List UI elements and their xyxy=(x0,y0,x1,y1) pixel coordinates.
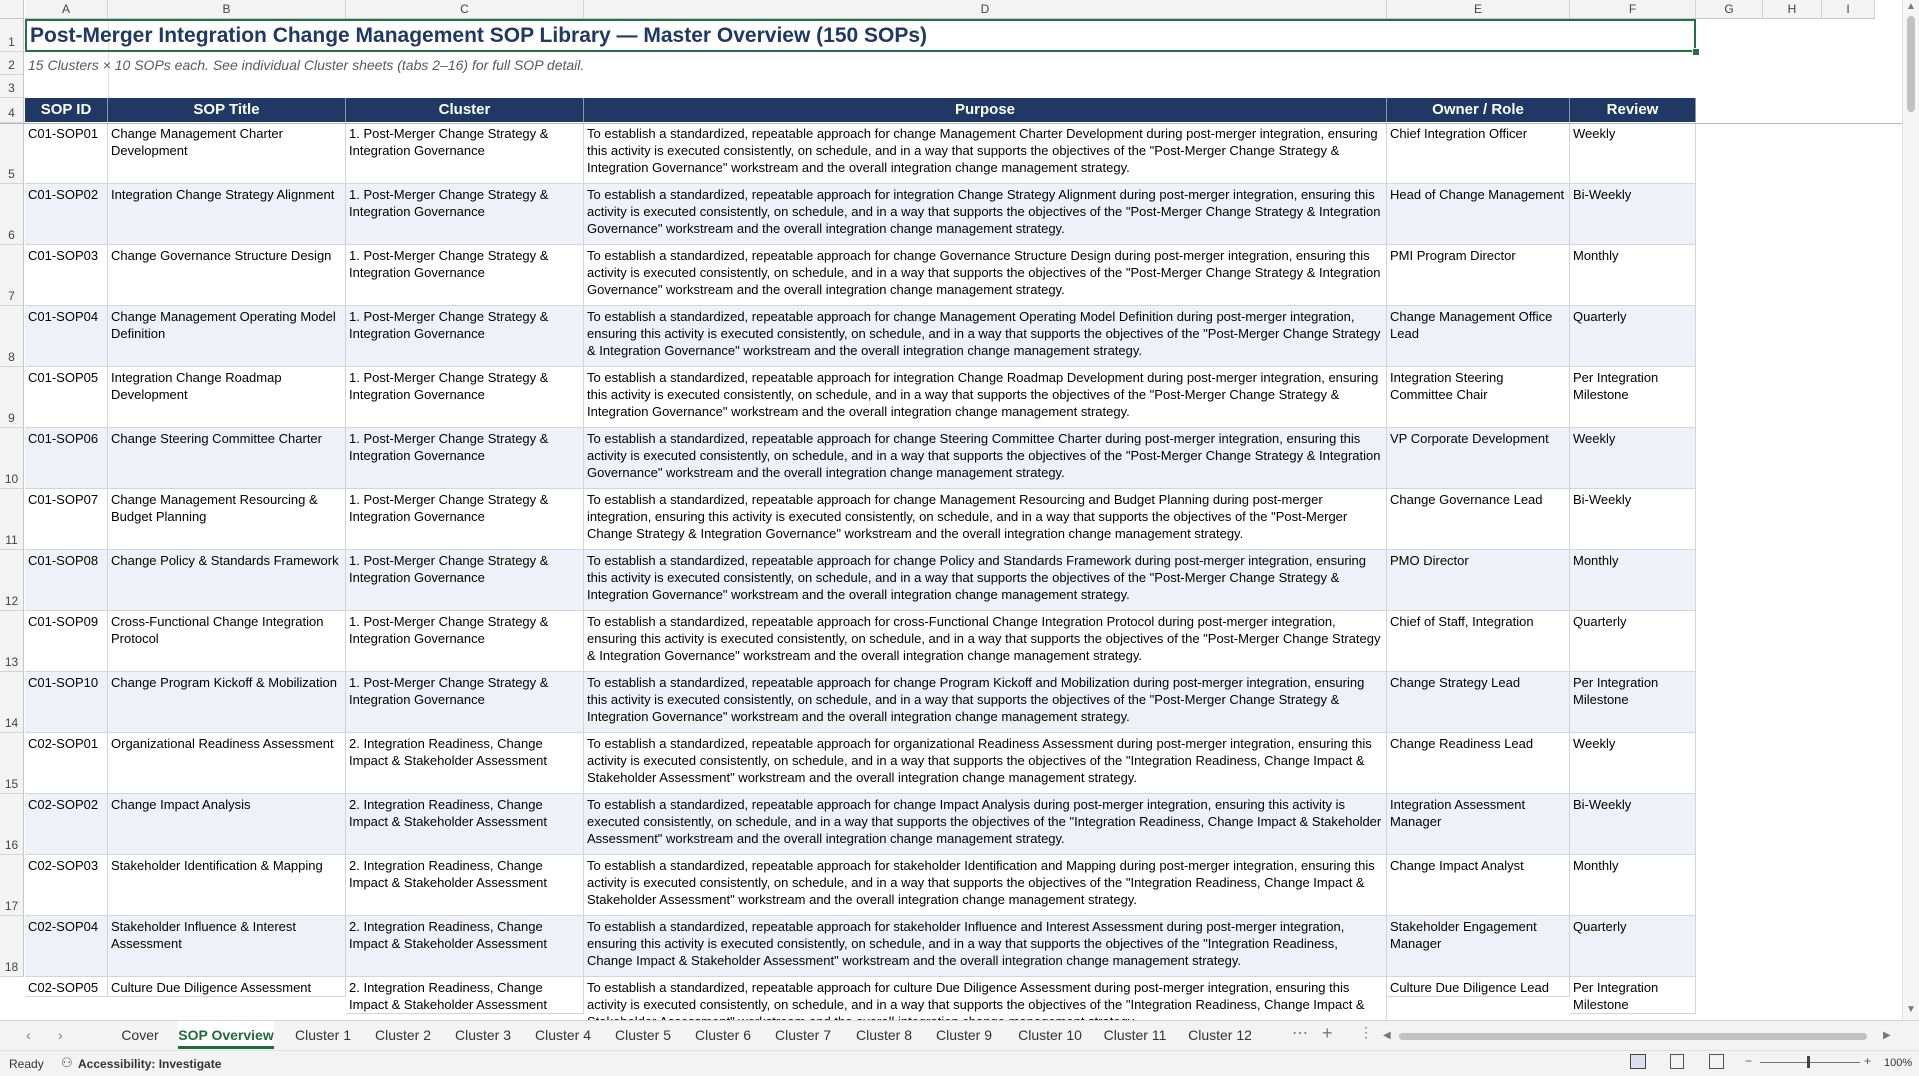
sheet-tab-bar xyxy=(0,1020,1919,1051)
owner-cell[interactable]: Head of Change Management xyxy=(1387,184,1570,245)
sheet-tab[interactable]: Cluster 1 xyxy=(294,1027,352,1043)
review-cell[interactable]: Monthly xyxy=(1570,550,1696,611)
sop-id-cell[interactable]: C01-SOP03 xyxy=(25,245,108,306)
cluster-cell[interactable]: 1. Post-Merger Change Strategy & Integration Governance xyxy=(346,367,584,428)
sop-title-cell[interactable]: Change Management Resourcing & Budget Planning xyxy=(108,489,346,550)
header-purpose[interactable]: Purpose xyxy=(584,98,1387,122)
cluster-cell[interactable]: 1. Post-Merger Change Strategy & Integration Governance xyxy=(346,428,584,489)
purpose-cell[interactable]: To establish a standardized, repeatable approach for change Policy and Standards Framework during post-merger integration, ensuring this activity is executed consistently, on schedule, and in a way that supports the objectives of the "Post-Merger Change Strategy & Integration Governance" workstream and the overall integration change management strategy. xyxy=(584,550,1387,611)
column-header[interactable]: D xyxy=(584,0,1387,19)
sop-title-cell[interactable]: Change Policy & Standards Framework xyxy=(108,550,346,611)
row-header[interactable]: 10 xyxy=(0,428,24,489)
row-header[interactable]: 12 xyxy=(0,550,24,611)
column-header[interactable]: G xyxy=(1696,0,1763,19)
row-header[interactable]: 5 xyxy=(0,123,24,184)
scroll-down-icon[interactable]: ▼ xyxy=(1906,1004,1916,1015)
purpose-cell[interactable]: To establish a standardized, repeatable approach for change Steering Committee Charter during post-merger integration, ensuring this activity is executed consistently, on schedule, and in a way that supports the objectives of the "Post-Merger Change Strategy & Integration Governance" workstream and the overall integration change management strategy. xyxy=(584,428,1387,489)
tab-options-icon[interactable]: ⋮ xyxy=(1359,1024,1373,1040)
owner-cell[interactable]: Change Management Office Lead xyxy=(1387,306,1570,367)
cluster-cell[interactable]: 1. Post-Merger Change Strategy & Integration Governance xyxy=(346,306,584,367)
review-cell[interactable]: Quarterly xyxy=(1570,916,1696,977)
accessibility-icon[interactable]: ⚇ xyxy=(61,1055,73,1070)
column-header[interactable]: E xyxy=(1387,0,1570,19)
sop-id-cell[interactable]: C02-SOP04 xyxy=(25,916,108,977)
owner-cell[interactable]: Culture Due Diligence Lead xyxy=(1387,977,1570,997)
column-header[interactable]: I xyxy=(1822,0,1875,19)
header-review[interactable]: Review xyxy=(1570,98,1696,122)
scroll-left-icon[interactable]: ◀ xyxy=(1383,1030,1391,1041)
cluster-cell[interactable]: 1. Post-Merger Change Strategy & Integration Governance xyxy=(346,550,584,611)
owner-cell[interactable]: Change Readiness Lead xyxy=(1387,733,1570,794)
sop-title-cell[interactable]: Integration Change Roadmap Development xyxy=(108,367,346,428)
review-cell[interactable]: Quarterly xyxy=(1570,611,1696,672)
review-cell[interactable]: Per Integration Milestone xyxy=(1570,977,1696,1014)
sheet-tab[interactable]: Cluster 8 xyxy=(855,1027,913,1043)
cluster-cell[interactable]: 1. Post-Merger Change Strategy & Integration Governance xyxy=(346,672,584,733)
cluster-cell[interactable]: 2. Integration Readiness, Change Impact & Stakeholder Assessment xyxy=(346,977,584,1014)
vertical-scrollbar[interactable] xyxy=(1902,0,1919,1020)
sop-title-cell[interactable]: Change Steering Committee Charter xyxy=(108,428,346,489)
cluster-cell[interactable]: 2. Integration Readiness, Change Impact & Stakeholder Assessment xyxy=(346,916,584,977)
sheet-tab[interactable]: Cluster 10 xyxy=(1018,1027,1082,1043)
cluster-cell[interactable]: 1. Post-Merger Change Strategy & Integration Governance xyxy=(346,611,584,672)
row-header[interactable]: 16 xyxy=(0,794,24,855)
sheet-tab[interactable]: Cluster 7 xyxy=(774,1027,832,1043)
owner-cell[interactable]: Change Impact Analyst xyxy=(1387,855,1570,916)
owner-cell[interactable]: Chief Integration Officer xyxy=(1387,123,1570,184)
cluster-cell[interactable]: 1. Post-Merger Change Strategy & Integration Governance xyxy=(346,184,584,245)
horizontal-scroll-thumb[interactable] xyxy=(1399,1033,1867,1040)
owner-cell[interactable]: Stakeholder Engagement Manager xyxy=(1387,916,1570,977)
owner-cell[interactable]: PMO Director xyxy=(1387,550,1570,611)
row-header[interactable]: 11 xyxy=(0,489,24,550)
normal-view-icon[interactable] xyxy=(1630,1054,1646,1069)
fill-handle[interactable] xyxy=(1692,48,1700,56)
owner-cell[interactable]: VP Corporate Development xyxy=(1387,428,1570,489)
row-header[interactable]: 8 xyxy=(0,306,24,367)
column-header[interactable]: C xyxy=(346,0,584,19)
row-header[interactable]: 2 xyxy=(0,52,24,75)
sop-id-cell[interactable]: C01-SOP05 xyxy=(25,367,108,428)
zoom-out-icon[interactable]: − xyxy=(1745,1054,1753,1068)
tab-scroll-left-icon[interactable]: ‹ xyxy=(26,1027,31,1043)
cluster-cell[interactable]: 2. Integration Readiness, Change Impact & Stakeholder Assessment xyxy=(346,794,584,855)
owner-cell[interactable]: Change Governance Lead xyxy=(1387,489,1570,550)
sop-title-cell[interactable]: Cross-Functional Change Integration Protocol xyxy=(108,611,346,672)
sheet-tab[interactable]: Cluster 5 xyxy=(614,1027,672,1043)
column-header[interactable]: F xyxy=(1570,0,1696,19)
purpose-cell[interactable]: To establish a standardized, repeatable approach for organizational Readiness Assessment during post-merger integration, ensuring this activity is executed consistently, on schedule, and in a way that supports the objectives of the "Integration Readiness, Change Impact & Stakeholder Assessment" workstream and the overall integration change management strategy. xyxy=(584,733,1387,794)
header-cluster[interactable]: Cluster xyxy=(346,98,584,122)
sheet-tab[interactable]: Cluster 9 xyxy=(935,1027,993,1043)
page-subtitle[interactable]: 15 Clusters × 10 SOPs each. See individual Cluster sheets (tabs 2–16) for full SOP detail. xyxy=(28,57,585,73)
sop-id-cell[interactable]: C02-SOP01 xyxy=(25,733,108,794)
zoom-in-icon[interactable]: + xyxy=(1864,1054,1872,1068)
scroll-right-icon[interactable]: ▶ xyxy=(1883,1030,1891,1041)
owner-cell[interactable]: Integration Assessment Manager xyxy=(1387,794,1570,855)
header-sop-id[interactable]: SOP ID xyxy=(25,98,108,122)
sop-id-cell[interactable]: C02-SOP02 xyxy=(25,794,108,855)
more-tabs-icon[interactable]: ⋯ xyxy=(1292,1025,1308,1042)
cluster-cell[interactable]: 1. Post-Merger Change Strategy & Integration Governance xyxy=(346,245,584,306)
sop-id-cell[interactable]: C01-SOP09 xyxy=(25,611,108,672)
column-header[interactable]: A xyxy=(25,0,108,19)
sheet-tab[interactable]: Cluster 3 xyxy=(454,1027,512,1043)
review-cell[interactable]: Weekly xyxy=(1570,123,1696,184)
sheet-tab[interactable]: SOP Overview xyxy=(178,1021,274,1049)
purpose-cell[interactable]: To establish a standardized, repeatable approach for stakeholder Identification and Mapping during post-merger integration, ensuring this activity is executed consistently, on schedule, and in a way that supports the objectives of the "Integration Readiness, Change Impact & Stakeholder Assessment" workstream and the overall integration change management strategy. xyxy=(584,855,1387,916)
sop-title-cell[interactable]: Integration Change Strategy Alignment xyxy=(108,184,346,245)
row-header[interactable]: 17 xyxy=(0,855,24,916)
tab-scroll-right-icon[interactable]: › xyxy=(58,1027,63,1043)
review-cell[interactable]: Monthly xyxy=(1570,245,1696,306)
cluster-cell[interactable]: 1. Post-Merger Change Strategy & Integration Governance xyxy=(346,489,584,550)
sheet-tab[interactable]: Cluster 6 xyxy=(694,1027,752,1043)
purpose-cell[interactable]: To establish a standardized, repeatable approach for culture Due Diligence Assessment during post-merger integration, ensuring this activity is executed consistently, on schedule, and in a way that supports the objectives of the "Integration Readiness, Change Impact & xyxy=(584,977,1387,1031)
sop-title-cell[interactable]: Organizational Readiness Assessment xyxy=(108,733,346,794)
review-cell[interactable]: Bi-Weekly xyxy=(1570,184,1696,245)
sop-title-cell[interactable]: Change Governance Structure Design xyxy=(108,245,346,306)
header-owner-role[interactable]: Owner / Role xyxy=(1387,98,1570,122)
accessibility-status[interactable]: Accessibility: Investigate xyxy=(78,1057,222,1071)
sop-id-cell[interactable]: C01-SOP06 xyxy=(25,428,108,489)
status-bar xyxy=(0,1050,1919,1076)
row-header[interactable]: 3 xyxy=(0,75,24,98)
page-layout-icon[interactable] xyxy=(1670,1054,1684,1069)
page-title[interactable]: Post-Merger Integration Change Management SOP Library — Master Overview (150 SOPs) xyxy=(25,19,1696,52)
owner-cell[interactable]: Change Strategy Lead xyxy=(1387,672,1570,733)
purpose-cell[interactable]: To establish a standardized, repeatable approach for change Impact Analysis during post-merger integration, ensuring this activity is executed consistently, on schedule, and in a way that supports the objectives of the "Integration Readiness, Change Impact & Stakeholder Assessment" workstream and the overall integration change management strategy. xyxy=(584,794,1387,855)
sheet-tab[interactable]: Cluster 11 xyxy=(1103,1027,1167,1043)
scroll-up-icon[interactable]: ▲ xyxy=(1906,1,1916,12)
purpose-cell[interactable]: To establish a standardized, repeatable approach for integration Change Roadmap Development during post-merger integration, ensuring this activity is executed consistently, on schedule, and in a way that supports the objectives of the "Post-Merger Change Strategy & Integration Governance" workstream and the overall integration change management strategy. xyxy=(584,367,1387,428)
review-cell[interactable]: Monthly xyxy=(1570,855,1696,916)
sop-id-cell[interactable]: C01-SOP08 xyxy=(25,550,108,611)
purpose-cell[interactable]: To establish a standardized, repeatable approach for change Management Operating Model Definition during post-merger integration, ensuring this activity is executed consistently, on schedule, and in a way that supports the objectives of the "Post-Merger Change Strategy & Integration Governance" workstream and the overall integration change management strategy. xyxy=(584,306,1387,367)
review-cell[interactable]: Quarterly xyxy=(1570,306,1696,367)
sop-id-cell[interactable]: C02-SOP03 xyxy=(25,855,108,916)
owner-cell[interactable]: PMI Program Director xyxy=(1387,245,1570,306)
sheet-tab[interactable]: Cover xyxy=(121,1027,159,1043)
sop-title-cell[interactable]: Stakeholder Influence & Interest Assessment xyxy=(108,916,346,977)
vertical-scroll-thumb[interactable] xyxy=(1907,16,1915,112)
sop-title-cell[interactable]: Change Management Charter Development xyxy=(108,123,346,184)
sop-title-cell[interactable]: Culture Due Diligence Assessment xyxy=(108,977,346,997)
row-header[interactable]: 13 xyxy=(0,611,24,672)
sop-id-cell[interactable]: C02-SOP05 xyxy=(25,977,108,997)
review-cell[interactable]: Bi-Weekly xyxy=(1570,794,1696,855)
review-cell[interactable]: Per Integration Milestone xyxy=(1570,367,1696,428)
sop-id-cell[interactable]: C01-SOP01 xyxy=(25,123,108,184)
page-break-icon[interactable] xyxy=(1709,1054,1724,1069)
row-header[interactable]: 14 xyxy=(0,672,24,733)
header-sop-title[interactable]: SOP Title xyxy=(108,98,346,122)
row-header[interactable]: 15 xyxy=(0,733,24,794)
zoom-level[interactable]: 100% xyxy=(1884,1057,1913,1069)
ready-status: Ready xyxy=(9,1057,44,1071)
review-cell[interactable]: Weekly xyxy=(1570,428,1696,489)
freeze-pane-line xyxy=(0,123,1903,124)
row-header[interactable]: 7 xyxy=(0,245,24,306)
sheet-tab[interactable]: Cluster 4 xyxy=(534,1027,592,1043)
cluster-cell[interactable]: 2. Integration Readiness, Change Impact & Stakeholder Assessment xyxy=(346,733,584,794)
purpose-cell[interactable]: To establish a standardized, repeatable approach for change Management Resourcing and Budget Planning during post-merger integration, ensuring this activity is executed consistently, on schedule, and in a way that supports the objectives of the "Post-Merger Change Strategy & Integration Governance" workstream and the overall integration change management strategy. xyxy=(584,489,1387,550)
sop-title-cell[interactable]: Stakeholder Identification & Mapping xyxy=(108,855,346,916)
column-header[interactable]: B xyxy=(108,0,346,19)
cluster-cell[interactable]: 2. Integration Readiness, Change Impact & Stakeholder Assessment xyxy=(346,855,584,916)
column-header[interactable]: H xyxy=(1763,0,1822,19)
select-all-corner[interactable] xyxy=(0,0,24,19)
zoom-slider-thumb[interactable] xyxy=(1807,1056,1810,1068)
purpose-cell[interactable]: To establish a standardized, repeatable approach for cross-Functional Change Integration Protocol during post-merger integration, ensuring this activity is executed consistently, on schedule, and in a way that supports the objectives of the "Post-Merger Change Strategy & Integration Governance" workstream and the overall integration change management strategy. xyxy=(584,611,1387,672)
zoom-slider[interactable] xyxy=(1760,1062,1860,1063)
sop-title-cell[interactable]: Change Impact Analysis xyxy=(108,794,346,855)
sop-id-cell[interactable]: C01-SOP04 xyxy=(25,306,108,367)
owner-cell[interactable]: Integration Steering Committee Chair xyxy=(1387,367,1570,428)
row-header[interactable]: 1 xyxy=(0,19,24,52)
row-header[interactable]: 9 xyxy=(0,367,24,428)
horizontal-scrollbar[interactable] xyxy=(1383,1029,1891,1043)
owner-cell[interactable]: Chief of Staff, Integration xyxy=(1387,611,1570,672)
sheet-tab[interactable]: Cluster 12 xyxy=(1188,1027,1252,1043)
review-cell[interactable]: Bi-Weekly xyxy=(1570,489,1696,550)
purpose-cell[interactable]: To establish a standardized, repeatable approach for change Governance Structure Design during post-merger integration, ensuring this activity is executed consistently, on schedule, and in a way that supports the objectives of the "Post-Merger Change Strategy & Integration Governance" workstream and the overall integration change management strategy. xyxy=(584,245,1387,306)
review-cell[interactable]: Per Integration Milestone xyxy=(1570,672,1696,733)
row-header[interactable]: 18 xyxy=(0,916,24,977)
purpose-cell[interactable]: To establish a standardized, repeatable approach for integration Change Strategy Alignment during post-merger integration, ensuring this activity is executed consistently, on schedule, and in a way that supports the objectives of the "Post-Merger Change Strategy & Integration Governance" workstream and the overall integration change management strategy. xyxy=(584,184,1387,245)
sheet-tab[interactable]: Cluster 2 xyxy=(374,1027,432,1043)
review-cell[interactable]: Weekly xyxy=(1570,733,1696,794)
sop-id-cell[interactable]: C01-SOP07 xyxy=(25,489,108,550)
add-sheet-icon[interactable]: + xyxy=(1322,1023,1333,1043)
sop-title-cell[interactable]: Change Program Kickoff & Mobilization xyxy=(108,672,346,733)
sop-id-cell[interactable]: C01-SOP10 xyxy=(25,672,108,733)
sop-title-cell[interactable]: Change Management Operating Model Definition xyxy=(108,306,346,367)
cluster-cell[interactable]: 1. Post-Merger Change Strategy & Integration Governance xyxy=(346,123,584,184)
row-header[interactable]: 6 xyxy=(0,184,24,245)
purpose-cell[interactable]: To establish a standardized, repeatable approach for stakeholder Influence and Interest Assessment during post-merger integration, ensuring this activity is executed consistently, on schedule, and in a way that supports the objectives of the "Integration Readiness, Change Impact & Stakeholder Assessment" workstream and the overall integration change management strategy. xyxy=(584,916,1387,977)
row-header[interactable]: 4 xyxy=(0,98,24,123)
purpose-cell[interactable]: To establish a standardized, repeatable approach for change Management Charter Development during post-merger integration, ensuring this activity is executed consistently, on schedule, and in a way that supports the objectives of the "Post-Merger Change Strategy & Integration Governance" workstream and the overall integration change management strategy. xyxy=(584,123,1387,184)
purpose-cell[interactable]: To establish a standardized, repeatable approach for change Program Kickoff and Mobilization during post-merger integration, ensuring this activity is executed consistently, on schedule, and in a way that supports the objectives of the "Post-Merger Change Strategy & Integration Governance" workstream and the overall integration change management strategy. xyxy=(584,672,1387,733)
sop-id-cell[interactable]: C01-SOP02 xyxy=(25,184,108,245)
